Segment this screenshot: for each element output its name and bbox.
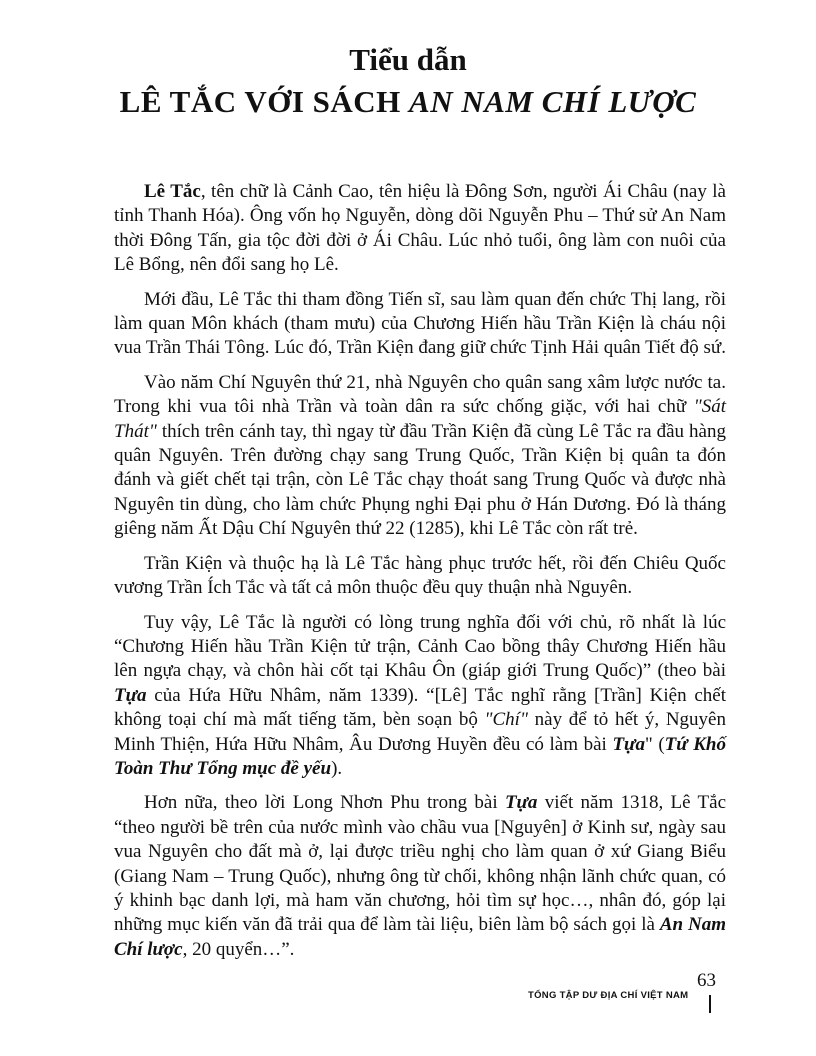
paragraph-5-text-a: Tuy vậy, Lê Tắc là người có lòng trung nghĩa đối với chủ, rõ nhất là lúc “Chương Hiến hầu Trần Kiện tử trận, Cảnh Cao bồng thây Chương Hiến hầu lên ngựa chạy, và chôn hài cốt tại Khâu Ôn (giáp giới Trung Quốc)” (theo bài	[114, 611, 726, 682]
chi-quote: "Chí"	[484, 709, 528, 731]
paragraph-3-text-b: thích trên cánh tay, thì ngay từ đầu Trần Kiện đã cùng Lê Tắc ra đầu hàng quân Nguyên. Trên đường chạy sang Trung Quốc, Trần Kiện bị quân ta đón đánh và giết chết tại trận, còn Lê Tắc chạy thoát sang Trung Quốc và được nhà Nguyên tin dùng, cho làm chức Phụng nghi Đại phu ở Hán Dương. Đó là tháng giêng năm Ất Dậu Chí Nguyên thứ 22 (1285), khi Lê Tắc còn rất trẻ.	[114, 420, 726, 540]
tua-reference-3: Tựa	[504, 792, 538, 814]
lead-name: Lê Tắc	[144, 181, 201, 202]
paragraph-5-text-d: " (	[644, 733, 665, 755]
paragraph-6	[114, 791, 726, 962]
paragraph-3	[114, 371, 726, 542]
body-text	[114, 180, 726, 972]
paragraph-2: Mới đầu, Lê Tắc thi tham đồng Tiến sĩ, sau làm quan đến chức Thị lang, rồi làm quan Môn khách (tham mưu) của Chương Hiến hầu Trần Kiện là cháu nội vua Trần Thái Tông. Lúc đó, Trần Kiện đang giữ chức Tịnh Hải quân Tiết độ sứ.	[114, 288, 726, 359]
section-heading: Tiểu dẫn	[349, 42, 467, 77]
book-title-reference: An Nam Chí lược	[114, 914, 726, 960]
series-label: TỔNG TẬP DƯ ĐỊA CHÍ VIỆT NAM	[528, 990, 689, 1001]
sat-that-quote: "Sát Thát"	[114, 396, 726, 442]
paragraph-6-text-c: , 20 quyển…”.	[182, 938, 295, 960]
paragraph-3-text-a: Vào năm Chí Nguyên thứ 21, nhà Nguyên cho quân sang xâm lược nước ta. Trong khi vua tôi nhà Trần và toàn dân ra sức chống giặc, với hai chữ	[114, 371, 726, 418]
paragraph-5-text-b: của Hứa Hữu Nhâm, năm 1339). “[Lê] Tắc nghĩ rằng [Trần] Kiện chết không toại chí mà mất tiếng tăm, bèn soạn bộ	[114, 684, 726, 731]
page-tick-mark	[709, 995, 711, 1013]
page-number: 63	[697, 970, 716, 991]
paragraph-6-text-b: viết năm 1318, Lê Tắc “theo người bề trên của nước mình vào chầu vua [Nguyên] ở Kinh sư, ngày sau vua Nguyên cho đất mà ở, lại được triều nghị cho làm quan ở xứ Giang Biểu (Giang Nam – Trung Quốc), nhưng ông từ chối, không nhận lãnh chức quan, có ý khinh bạc danh lợi, mà ham văn chương, hỏi tìm sự học…, nhân đó, góp lại những mục kiến văn đã trải qua để làm tài liệu, biên làm bộ sách gọi là	[114, 792, 727, 936]
paragraph-5-text-e: ).	[331, 757, 343, 779]
paragraph-5-text-c: này để tỏ hết ý, Nguyên Minh Thiện, Hứa Hữu Nhâm, Âu Dương Huyền đều có làm bài	[114, 709, 726, 755]
paragraph-5	[114, 611, 726, 782]
tua-reference-2: Tựa	[612, 733, 645, 755]
paragraph-1	[114, 180, 726, 278]
paragraph-4: Trần Kiện và thuộc hạ là Lê Tắc hàng phục trước hết, rồi đến Chiêu Quốc vương Trần Ích Tắc và tất cả môn thuộc đều quy thuận nhà Nguyên.	[114, 552, 726, 599]
chapter-title	[0, 84, 816, 120]
chapter-title-book: AN NAM CHÍ LƯỢC	[409, 84, 697, 119]
paragraph-6-text-a: Hơn nữa, theo lời Long Nhơn Phu trong bài	[144, 792, 505, 814]
paragraph-1-text: , tên chữ là Cảnh Cao, tên hiệu là Đông Sơn, người Ái Châu (nay là tỉnh Thanh Hóa). Ông vốn họ Nguyễn, dòng dõi Nguyễn Phu – Thứ sử An Nam thời Đông Tấn, gia tộc đời đời ở Ái Châu. Lúc nhỏ tuổi, ông làm con nuôi của Lê Bổng, nên đổi sang họ Lê.	[114, 181, 726, 276]
tu-kho-reference: Tứ Khố Toàn Thư Tổng mục đề yếu	[114, 733, 727, 779]
tua-reference-1: Tựa	[114, 684, 147, 706]
chapter-title-prefix: LÊ TẮC VỚI SÁCH	[119, 84, 410, 119]
